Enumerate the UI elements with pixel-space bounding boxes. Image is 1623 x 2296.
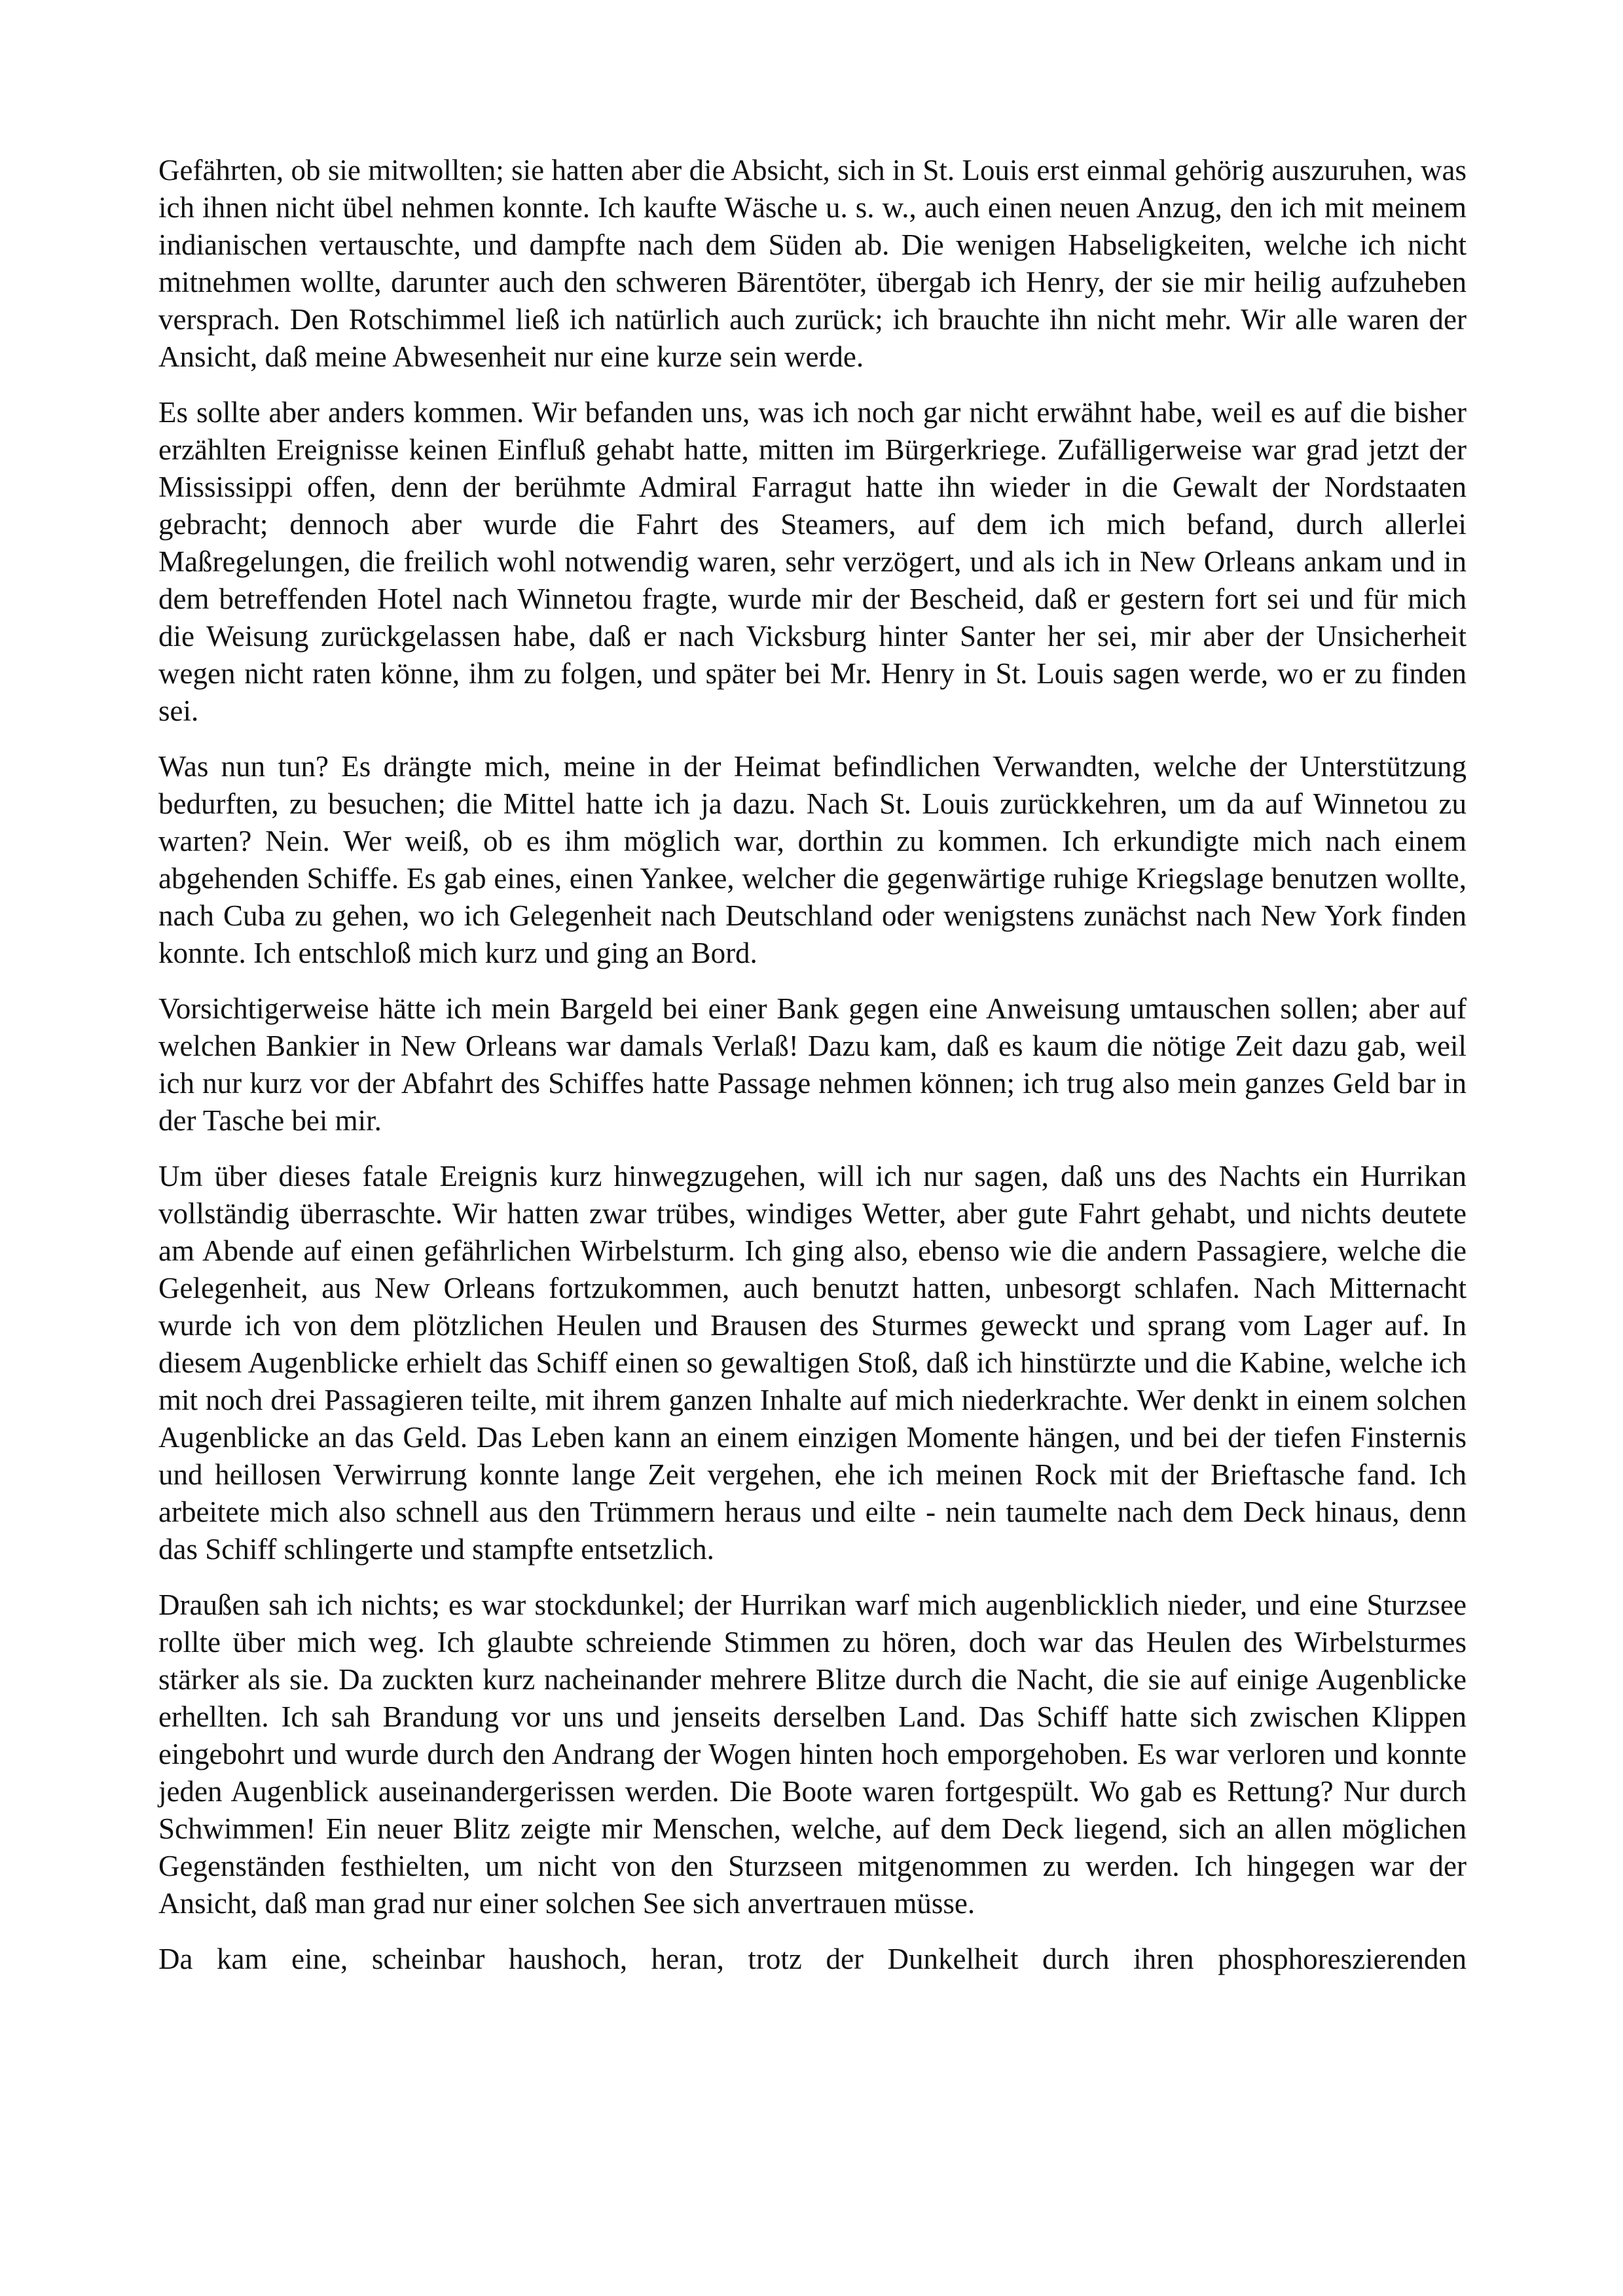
paragraph-1: Gefährten, ob sie mitwollten; sie hatten aber die Absicht, sich in St. Louis erst einmal gehörig auszuruhen, was ich ihnen nicht übel nehmen konnte. Ich kaufte Wäsche u. s. w., auch einen neuen Anzug, den ich mit meinem indianischen vertauschte, und dampfte nach dem Süden ab. Die wenigen Habseligkeiten, welche ich nicht mitnehmen wollte, darunter auch den schweren Bärentöter, übergab ich Henry, der sie mir heilig aufzuheben versprach. Den Rotschimmel ließ ich natürlich auch zurück; ich brauchte ihn nicht mehr. Wir alle waren der Ansicht, daß meine Abwesenheit nur eine kurze sein werde. xyxy=(158,154,1467,373)
paragraph-6: Draußen sah ich nichts; es war stockdunkel; der Hurrikan warf mich augenblicklich nieder, und eine Sturzsee rollte über mich weg. Ich glaubte schreiende Stimmen zu hören, doch war das Heulen des Wirbelsturmes stärker als sie. Da zuckten kurz nacheinander mehrere Blitze durch die Nacht, die sie auf einige Augenblicke erhellten. Ich sah Brandung vor uns und jenseits derselben Land. Das Schiff hatte sich zwischen Klippen eingebohrt und wurde durch den Andrang der Wogen hinten hoch emporgehoben. Es war verloren und konnte jeden Augenblick auseinandergerissen werden. Die Boote waren fortgespült. Wo gab es Rettung? Nur durch Schwimmen! Ein neuer Blitz zeigte mir Menschen, welche, auf dem Deck liegend, sich an allen möglichen Gegenständen festhielten, um nicht von den Sturzseen mitgenommen zu werden. Ich hingegen war der Ansicht, daß man grad nur einer solchen See sich anvertrauen müsse. xyxy=(158,1588,1467,1920)
paragraph-4: Vorsichtigerweise hätte ich mein Bargeld bei einer Bank gegen eine Anweisung umtauschen sollen; aber auf welchen Bankier in New Orleans war damals Verlaß! Dazu kam, daß es kaum die nötige Zeit dazu gab, weil ich nur kurz vor der Abfahrt des Schiffes hatte Passage nehmen können; ich trug also mein ganzes Geld bar in der Tasche bei mir. xyxy=(158,992,1467,1137)
body-text xyxy=(158,152,1467,1996)
paragraph-5: Um über dieses fatale Ereignis kurz hinwegzugehen, will ich nur sagen, daß uns des Nachts ein Hurrikan vollständig überraschte. Wir hatten zwar trübes, windiges Wetter, aber gute Fahrt gehabt, und nichts deutete am Abende auf einen gefährlichen Wirbelsturm. Ich ging also, ebenso wie die andern Passagiere, welche die Gelegenheit, aus New Orleans fortzukommen, auch benutzt hatten, unbesorgt schlafen. Nach Mitternacht wurde ich von dem plötzlichen Heulen und Brausen des Sturmes geweckt und sprang vom Lager auf. In diesem Augenblicke erhielt das Schiff einen so gewaltigen Stoß, daß ich hinstürzte und die Kabine, welche ich mit noch drei Passagieren teilte, mit ihrem ganzen Inhalte auf mich niederkrachte. Wer denkt in einem solchen Augenblicke an das Geld. Das Leben kann an einem einzigen Momente hängen, und bei der tiefen Finsternis und heillosen Verwirrung konnte lange Zeit vergehen, ehe ich meinen Rock mit der Brieftasche fand. Ich arbeitete mich also schnell aus den Trümmern heraus und eilte - nein taumelte nach dem Deck hinaus, denn das Schiff schlingerte und stampfte entsetzlich. xyxy=(158,1160,1467,1566)
paragraph-2: Es sollte aber anders kommen. Wir befanden uns, was ich noch gar nicht erwähnt habe, weil es auf die bisher erzählten Ereignisse keinen Einfluß gehabt hatte, mitten im Bürgerkriege. Zufälligerweise war grad jetzt der Mississippi offen, denn der berühmte Admiral Farragut hatte ihn wieder in die Gewalt der Nordstaaten gebracht; dennoch aber wurde die Fahrt des Steamers, auf dem ich mich befand, durch allerlei Maßregelungen, die freilich wohl notwendig waren, sehr verzögert, und als ich in New Orleans ankam und in dem betreffenden Hotel nach Winnetou fragte, wurde mir der Bescheid, daß er gestern fort sei und für mich die Weisung zurückgelassen habe, daß er nach Vicksburg hinter Santer her sei, mir aber der Unsicherheit wegen nicht raten könne, ihm zu folgen, und später bei Mr. Henry in St. Louis sagen werde, wo er zu finden sei. xyxy=(158,396,1467,727)
paragraph-3: Was nun tun? Es drängte mich, meine in der Heimat befindlichen Verwandten, welche der Unterstützung bedurften, zu besuchen; die Mittel hatte ich ja dazu. Nach St. Louis zurückkehren, um da auf Winnetou zu warten? Nein. Wer weiß, ob es ihm möglich war, dorthin zu kommen. Ich erkundigte mich nach einem abgehenden Schiffe. Es gab eines, einen Yankee, welcher die gegenwärtige ruhige Kriegslage benutzen wollte, nach Cuba zu gehen, wo ich Gelegenheit nach Deutschland oder wenigstens zunächst nach New York finden konnte. Ich entschloß mich kurz und ging an Bord. xyxy=(158,750,1467,969)
paragraph-7: Da kam eine, scheinbar haushoch, heran, trotz der Dunkelheit durch ihren phosphoreszierenden xyxy=(158,1943,1467,1975)
